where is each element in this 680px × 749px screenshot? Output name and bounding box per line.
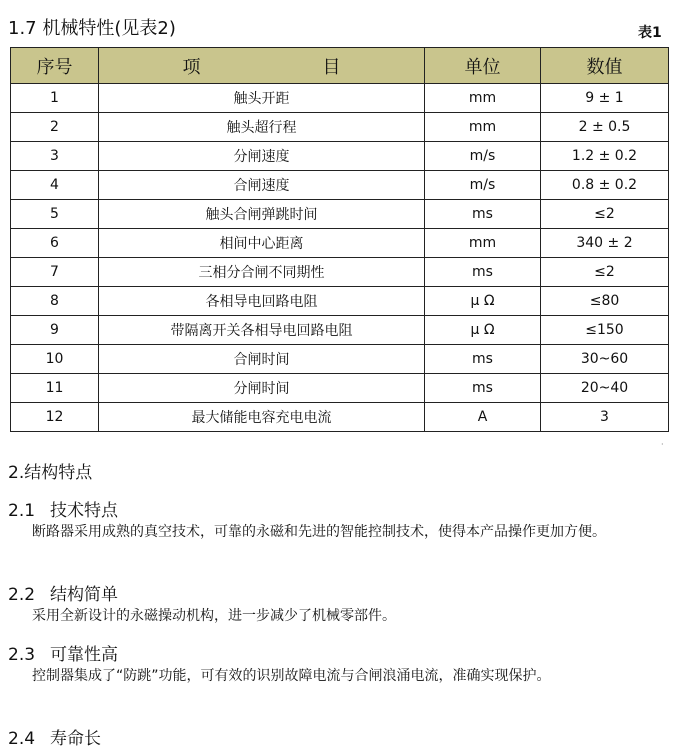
- section-title: 1.7 机械特性(见表2): [8, 18, 176, 39]
- table-header-row: [11, 48, 669, 84]
- cell-unit: ms: [425, 200, 541, 229]
- table-row: [11, 403, 669, 432]
- header-unit: 单位: [425, 48, 541, 84]
- subsection-heading: [8, 724, 101, 749]
- paragraph-text: 控制器集成了“防跳”功能，可有效的识别故障电流与合闸浪涌电流，准确实现保护。: [32, 668, 551, 684]
- cell-index: 6: [11, 229, 99, 258]
- cell-value: ≤2: [541, 200, 669, 229]
- cell-item: 三相分合闸不同期性: [99, 258, 425, 287]
- table-row: [11, 258, 669, 287]
- cell-value: ≤2: [541, 258, 669, 287]
- cell-unit: m/s: [425, 171, 541, 200]
- table-row: [11, 200, 669, 229]
- cell-item: 分闸时间: [99, 374, 425, 403]
- cell-item: 相间中心距离: [99, 229, 425, 258]
- cell-index: 4: [11, 171, 99, 200]
- cell-item: 合闸速度: [99, 171, 425, 200]
- subsection-number: 2.4: [8, 729, 36, 749]
- table-label: 表1: [638, 25, 662, 41]
- subsection-title: 寿命长: [50, 729, 101, 749]
- cell-unit: mm: [425, 229, 541, 258]
- table-row: [11, 316, 669, 345]
- table-body: [11, 84, 669, 432]
- table-row: [11, 345, 669, 374]
- table-row: [11, 171, 669, 200]
- table-row: [11, 113, 669, 142]
- cell-unit: ms: [425, 345, 541, 374]
- cell-index: 2: [11, 113, 99, 142]
- cell-value: 20~40: [541, 374, 669, 403]
- cell-item: 合闸时间: [99, 345, 425, 374]
- paragraph: [8, 662, 670, 690]
- cell-value: 30~60: [541, 345, 669, 374]
- table-row: [11, 374, 669, 403]
- table-row: [11, 229, 669, 258]
- cell-value: 3: [541, 403, 669, 432]
- cell-index: 7: [11, 258, 99, 287]
- cell-value: 0.8 ± 0.2: [541, 171, 669, 200]
- subsection-number: 2.1: [8, 501, 36, 521]
- cell-value: 1.2 ± 0.2: [541, 142, 669, 171]
- cell-item: 各相导电回路电阻: [99, 287, 425, 316]
- cell-item: 触头超行程: [99, 113, 425, 142]
- cell-item: 分闸速度: [99, 142, 425, 171]
- cell-index: 1: [11, 84, 99, 113]
- header-value: 数值: [541, 48, 669, 84]
- cell-unit: μ Ω: [425, 316, 541, 345]
- subsection-title: 技术特点: [50, 501, 118, 521]
- cell-item: 最大储能电容充电电流: [99, 403, 425, 432]
- mechanical-characteristics-table: [10, 47, 669, 432]
- cell-unit: ms: [425, 374, 541, 403]
- paragraph: [8, 602, 670, 630]
- paragraph-text: 断路器采用成熟的真空技术，可靠的永磁和先进的智能控制技术，使得本产品操作更加方便。: [32, 524, 606, 540]
- cell-unit: mm: [425, 84, 541, 113]
- cell-unit: m/s: [425, 142, 541, 171]
- cell-index: 12: [11, 403, 99, 432]
- paragraph-text: 采用全新设计的永磁操动机构，进一步减少了机械零部件。: [32, 608, 396, 624]
- subsection-number: 2.3: [8, 645, 36, 665]
- cell-unit: ms: [425, 258, 541, 287]
- cell-item: 带隔离开关各相导电回路电阻: [99, 316, 425, 345]
- cell-index: 5: [11, 200, 99, 229]
- cell-index: 8: [11, 287, 99, 316]
- cell-item: 触头开距: [99, 84, 425, 113]
- scan-mark: ·: [661, 440, 664, 449]
- cell-index: 3: [11, 142, 99, 171]
- cell-item: 触头合闸弹跳时间: [99, 200, 425, 229]
- cell-value: 9 ± 1: [541, 84, 669, 113]
- header-item: 项 目: [99, 48, 425, 84]
- cell-unit: μ Ω: [425, 287, 541, 316]
- cell-value: 340 ± 2: [541, 229, 669, 258]
- subsection-title: 可靠性高: [50, 645, 118, 665]
- cell-value: ≤80: [541, 287, 669, 316]
- paragraph: [8, 518, 670, 546]
- header-index: 序号: [11, 48, 99, 84]
- cell-index: 11: [11, 374, 99, 403]
- cell-value: ≤150: [541, 316, 669, 345]
- cell-index: 9: [11, 316, 99, 345]
- subsection-title: 结构简单: [50, 585, 118, 605]
- cell-value: 2 ± 0.5: [541, 113, 669, 142]
- table-row: [11, 142, 669, 171]
- structure-heading: 2.结构特点: [8, 463, 93, 483]
- cell-index: 10: [11, 345, 99, 374]
- cell-unit: mm: [425, 113, 541, 142]
- table-row: [11, 287, 669, 316]
- cell-unit: A: [425, 403, 541, 432]
- subsection-number: 2.2: [8, 585, 36, 605]
- table-row: [11, 84, 669, 113]
